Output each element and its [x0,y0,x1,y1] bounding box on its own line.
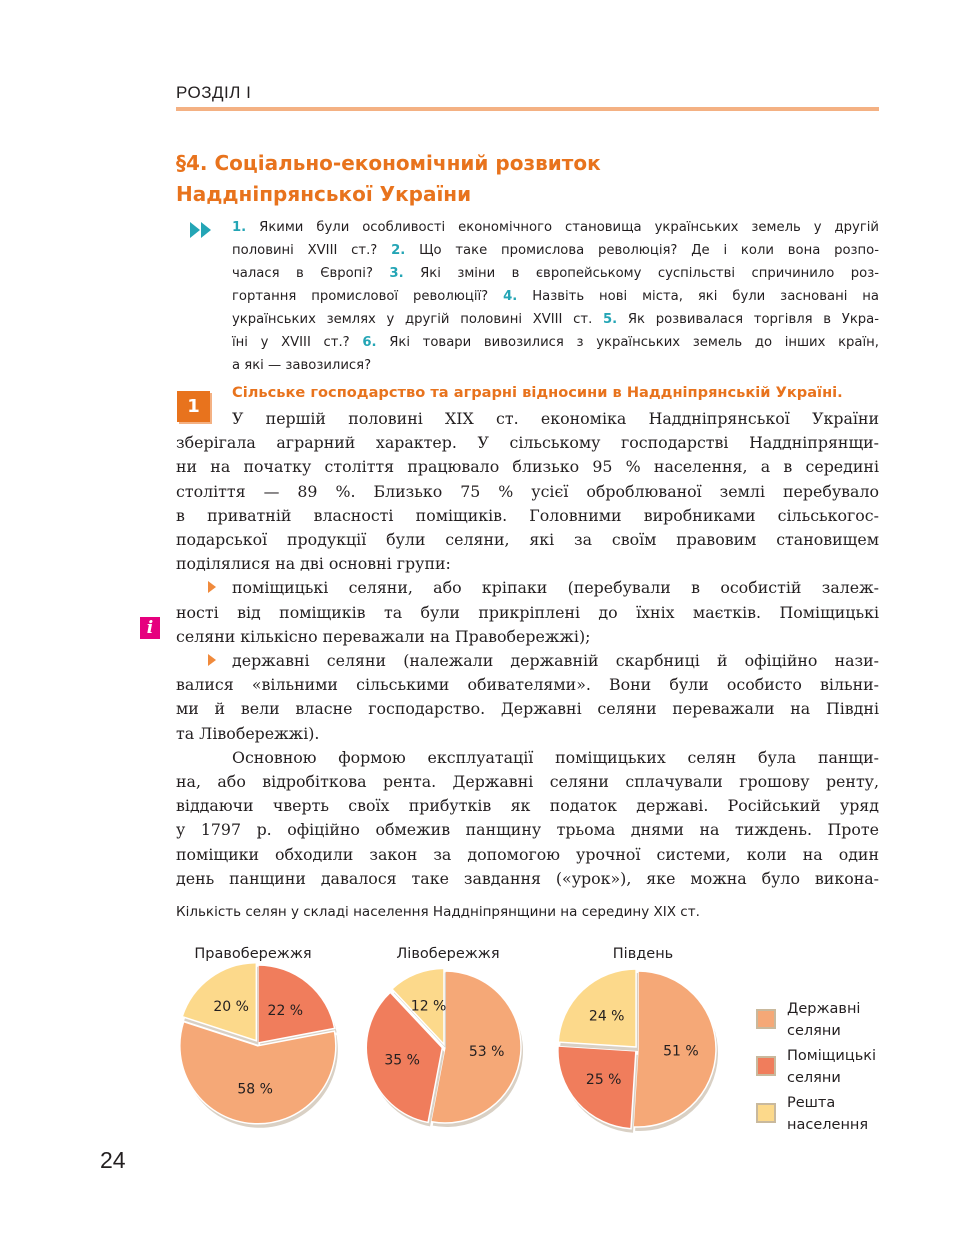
question-line [232,262,879,285]
body-line: поміщики обходили закон за допомогою урочної системи, коли на один [176,844,879,864]
title-line-1: §4. Соціально-економічний розвиток [176,151,601,175]
question-text: Якими були особливості економічного становища українських земель у другій [246,220,879,235]
paragraph-title [176,148,601,210]
question-number: 5. [602,312,618,327]
pie-title: Південь [612,946,674,962]
question-line [232,285,879,308]
body-line: Основною формою експлуатації поміщицьких селян була панщи- [232,747,879,767]
question-text: половині XVIII ст.? [232,243,392,258]
review-questions [232,216,879,377]
question-text: українських землях у другій половині XVIII ст. [232,312,603,327]
pie-title: Правобережжя [194,946,312,962]
question-text: Які товари вивозилися з українських земель до інших країн, [376,335,879,350]
body-line: селяни кількісно переважали на Правобережжі); [176,626,591,646]
legend-swatch [756,1056,776,1076]
pie-slice-label: 51 % [663,1043,699,1060]
legend-label: Поміщицькі [787,1048,877,1064]
legend-label: Решта [787,1095,836,1111]
pie-slice-label: 53 % [468,1043,505,1060]
page-number: 24 [100,1147,126,1173]
body-line: ми й вели власне господарство. Державні селяни переважали на Півдні [176,699,879,719]
section-label: РОЗДІЛ I [176,83,252,102]
pie-title: Лівобережжя [396,946,500,962]
bullet-arrow-icon [208,581,216,593]
title-line-2: Наддніпрянської України [176,182,472,206]
double-arrow-icon [190,222,214,238]
question-number: 1. [232,220,247,235]
body-line: ності від поміщиків та були прикріплені до їхніх маєтків. Поміщицькі [176,602,879,622]
question-number: 3. [389,266,404,281]
pie-slice-label: 24 % [588,1008,625,1025]
body-line: державні селяни (належали державній скарбниці й офіційно нази- [232,651,879,670]
question-line [232,354,879,377]
body-line: поміщицькі селяни, або кріпаки (перебували в особистій залеж- [232,578,879,598]
charts-caption: Кількість селян у складі населення Наддніпрянщини на середину XIX ст. [176,904,700,920]
info-icon: i [140,617,160,639]
question-number: 2. [391,243,406,258]
body-line: століття — 89 %. Близько 75 % усієї оброблюваної землі перебувало [176,481,879,501]
legend-swatch [756,1009,776,1029]
header-rule [176,107,879,111]
legend-label: селяни [787,1070,841,1086]
question-text: Що таке промислова революція? Де і коли вона розпо- [405,243,879,258]
body-line: віддаючи чверть своїх прибутків як податок державі. Російський уряд [176,796,879,816]
pie-slice-label: 58 % [237,1081,273,1098]
body-line: валися «вільними сільськими обивателями». Вони були особисто вільни- [176,675,879,695]
question-line [232,308,879,331]
bullet-arrow-icon [208,654,216,666]
body-line: ни на початку століття працювало близько 95 % населення, а в середині [176,457,879,477]
question-text: їні у XVIII ст.? [232,335,363,350]
question-text: Назвіть нові міста, які були засновані на [517,289,879,304]
legend-swatch [756,1103,776,1123]
pie-slice-label: 22 % [267,1002,304,1019]
body-line: поділялися на дві основні групи: [176,554,451,574]
question-line [232,216,879,239]
legend-label: Державні [787,1001,861,1017]
body-line: та Лівобережжі). [176,723,320,743]
section-number-badge: 1 [177,391,210,422]
body-line: зберігала аграрний характер. У сільському господарстві Наддніпрянщи- [176,433,879,453]
question-line [232,331,879,354]
question-number: 4. [503,289,518,304]
body-line: У першій половині XIX ст. економіка Наддніпрянської України [232,409,879,428]
body-line: день панщини давалося таке завдання («урок»), яке можна було викона- [176,868,879,888]
question-number: 6. [362,335,377,350]
body-line: подарської продукції були селяни, які за своїм правовим становищем [176,530,879,549]
pie-slice-label: 20 % [213,999,249,1016]
question-text: а які — завозилися? [232,358,372,373]
question-text: гортання промислової революції? [232,289,504,304]
body-line: у 1797 р. офіційно обмежив панщину трьома днями на тиждень. Проте [176,820,879,840]
pie-slice-label: 35 % [384,1052,420,1069]
section-heading: Сільське господарство та аграрні відносини в Наддніпрянській Україні. [232,384,843,401]
question-text: чалася в Європі? [232,266,390,281]
question-text: Які зміни в європейському суспільстві спричинило роз- [403,266,879,281]
question-text: Як розвивалася торгівля в Укра- [617,312,879,327]
question-line [232,239,879,262]
pie-slice-label: 25 % [585,1072,622,1089]
body-line: на, або відробіткова рента. Державні селяни сплачували грошову ренту, [176,772,879,791]
legend-label: селяни [787,1023,841,1039]
legend-label: населення [787,1117,869,1133]
body-line: в приватній власності поміщиків. Головними виробниками сільськогос- [176,505,879,525]
pie-slice-label: 12 % [410,998,447,1015]
